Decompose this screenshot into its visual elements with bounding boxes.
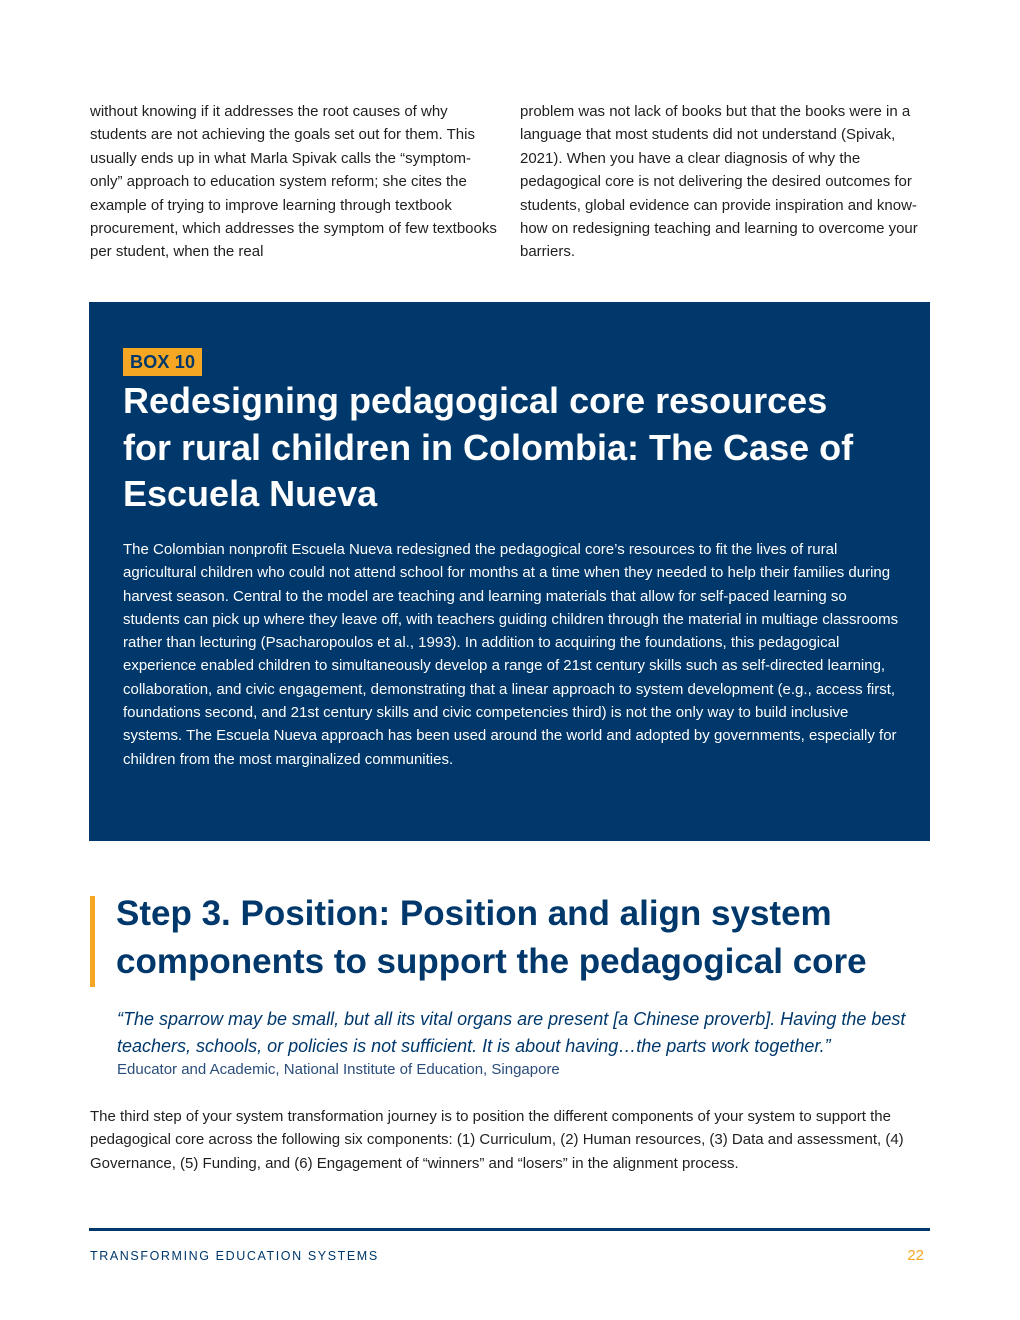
case-study-box [89, 302, 930, 841]
box-body: The Colombian nonprofit Escuela Nueva redesigned the pedagogical core’s resources to fit the lives of rural agricultural children who could not attend school for months at a time when they needed to help their families during harvest season. Central to the model are teaching and learning materials that allow for self-paced learning so students can pick up where they leave off, with teachers guiding children through the material in multiage classrooms rather than lecturing (Psacharopoulos et al., 1993). In addition to acquiring the foundations, this pedagogical experience enabled children to simultaneously develop a range of 21st century skills such as self-directed learning, collaboration, and civic engagement, demonstrating that a linear approach to system development (e.g., access first, foundations second, and 21st century skills and civic competencies third) is not the only way to build inclusive systems. The Escuela Nueva approach has been used around the world and adopted by governments, especially for children from the most marginalized communities. [123, 541, 899, 768]
intro-column-right: problem was not lack of books but that the books were in a language that most students did not understand (Spivak, 2021). When you have a clear diagnosis of why the pedagogical core is not delivering the desired outcomes for students, global evidence can provide inspiration and know-how on redesigning teaching and learning to overcome your barriers. [520, 103, 918, 261]
footer-divider [89, 1228, 930, 1231]
footer-title: TRANSFORMING EDUCATION SYSTEMS [90, 1249, 379, 1263]
intro-column-left: without knowing if it addresses the root causes of why students are not achieving the goals set out for them. This usually ends up in what Marla Spivak calls the “symptom-only” approach to education system reform; she cites the example of trying to improve learning through textbook procurement, which addresses the symptom of few textbooks per student, when the real [90, 103, 497, 261]
box-title: Redesigning pedagogical core resources for rural children in Colombia: The Case of Escuela Nueva [123, 380, 854, 514]
page-number: 22 [907, 1247, 924, 1264]
quote-attribution: Educator and Academic, National Institute of Education, Singapore [117, 1061, 560, 1078]
step-heading: Step 3. Position: Position and align system components to support the pedagogical core [116, 894, 867, 981]
step-accent-bar [90, 896, 95, 987]
box-tag: BOX 10 [123, 348, 202, 376]
step-intro-paragraph: The third step of your system transformation journey is to position the different components of your system to support the pedagogical core across the following six components: (1) Curriculum, (2) Human resources, (3) Data and assessment, (4) Governance, (5) Funding, and (6) Engagement of “winners” and “losers” in the alignment process. [90, 1108, 904, 1172]
pull-quote: “The sparrow may be small, but all its vital organs are present [a Chinese proverb]. Having the best teachers, schools, or policies is not sufficient. It is about having…the parts work together.” [117, 1009, 906, 1056]
